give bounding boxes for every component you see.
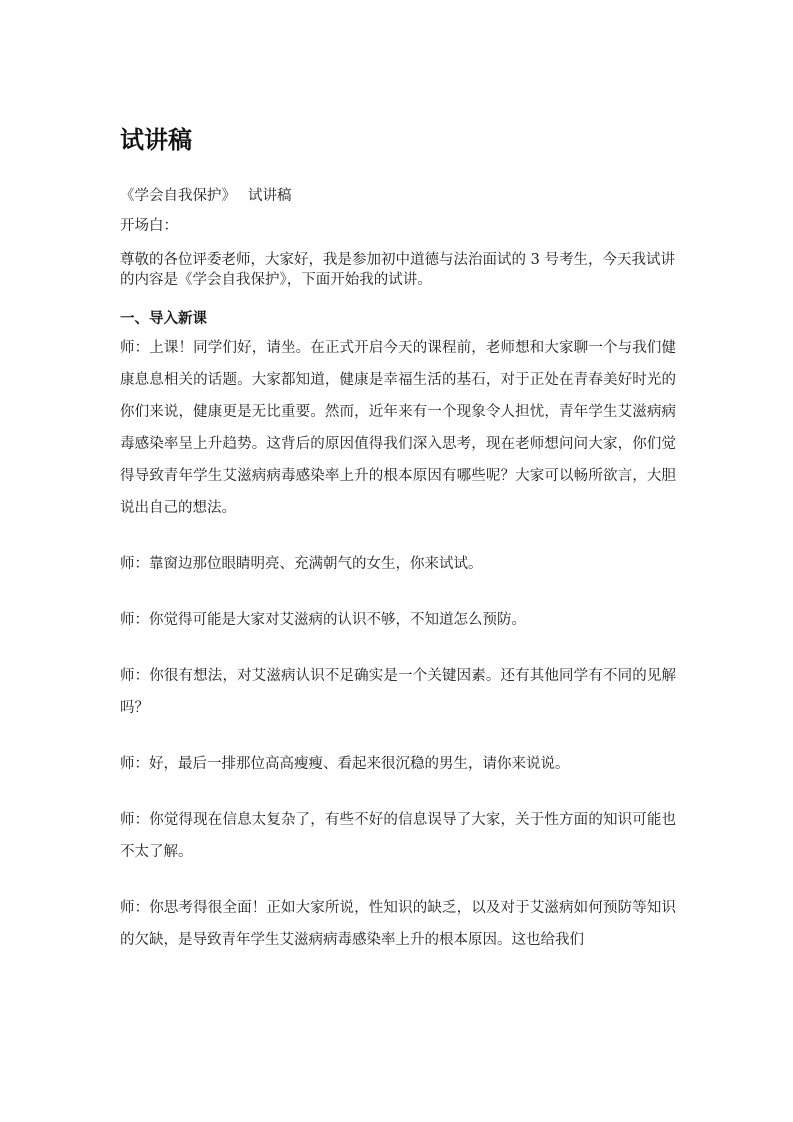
opening-label: 开场白： [120, 218, 178, 234]
subtitle-label: 试讲稿 [248, 188, 292, 204]
dialogue-paragraph-2: 师：靠窗边那位眼睛明亮、充满朝气的女生，你来试试。 [120, 556, 483, 572]
opening-text: 尊敬的各位评委老师，大家好，我是参加初中道德与法治面试的 3 号考生，今天我试讲的内容是《学会自我保护》，下面开始我的试讲。 [120, 252, 675, 288]
document-title: 试讲稿 [120, 126, 192, 154]
subtitle-book-title: 《学会自我保护》 [120, 188, 236, 204]
dialogue-paragraph-1: 师：上课！同学们好，请坐。在正式开启今天的课程前，老师想和大家聊一个与我们健康息息相关的话题。大家都知道，健康是幸福生活的基石，对于正处在青春美好时光的你们来说，健康更是无比重要。然而，近年来有一个现象令人担忧，青年学生艾滋病病毒感染率呈上升趋势。这背后的原因值得我们深入思考，现在老师想问问大家，你们觉得导致青年学生艾滋病病毒感染率上升的根本原因有哪些呢？大家可以畅所欲言，大胆说出自己的想法。 [120, 340, 676, 516]
dialogue-paragraph-5: 师：好，最后一排那位高高瘦瘦、看起来很沉稳的男生，请你来说说。 [120, 756, 570, 772]
dialogue-paragraph-6: 师：你觉得现在信息太复杂了，有些不好的信息误导了大家，关于性方面的知识可能也不太了解。 [120, 812, 676, 860]
dialogue-paragraph-7: 师：你思考得很全面！正如大家所说，性知识的缺乏，以及对于艾滋病如何预防等知识的欠缺，是导致青年学生艾滋病病毒感染率上升的根本原因。这也给我们 [120, 900, 676, 948]
document-body [120, 186, 676, 956]
dialogue-paragraph-4: 师：你很有想法，对艾滋病认识不足确实是一个关键因素。还有其他同学有不同的见解吗？ [120, 668, 676, 716]
dialogue-paragraph-3: 师：你觉得可能是大家对艾滋病的认识不够，不知道怎么预防。 [120, 612, 526, 628]
section-heading: 一、导入新课 [120, 311, 207, 327]
document-subtitle [120, 186, 676, 206]
